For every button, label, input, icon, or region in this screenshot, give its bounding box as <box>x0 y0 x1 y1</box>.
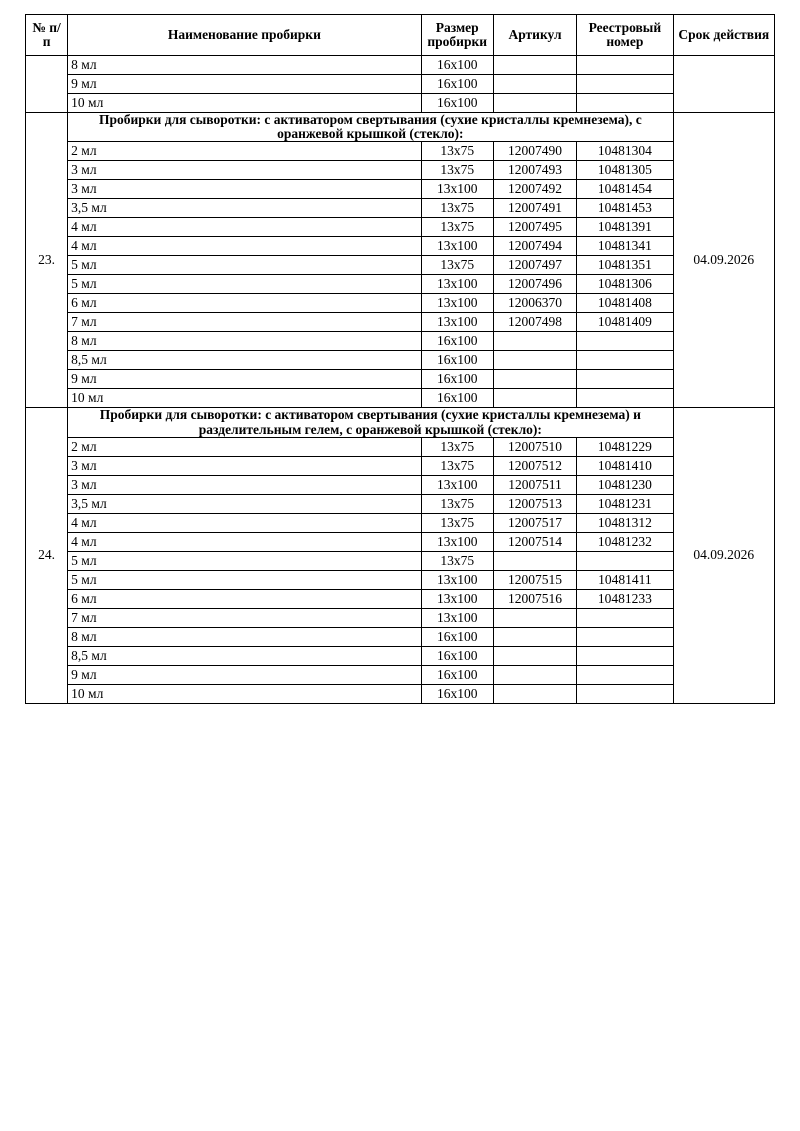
row-registry: 10481454 <box>577 180 673 199</box>
table-row <box>26 456 775 475</box>
row-tube-size: 16x100 <box>421 94 493 113</box>
row-article <box>493 389 576 408</box>
row-registry: 10481305 <box>577 161 673 180</box>
row-registry <box>577 94 673 113</box>
table-row <box>26 180 775 199</box>
row-registry <box>577 370 673 389</box>
col-number: № п/п <box>26 15 68 56</box>
row-number <box>26 56 68 113</box>
table-row <box>26 608 775 627</box>
table-row <box>26 332 775 351</box>
row-tube-name: 9 мл <box>68 370 421 389</box>
row-registry <box>577 608 673 627</box>
row-registry <box>577 389 673 408</box>
row-tube-size: 16x100 <box>421 370 493 389</box>
row-registry <box>577 351 673 370</box>
row-registry: 10481408 <box>577 294 673 313</box>
row-tube-name: 10 мл <box>68 684 421 703</box>
row-article: 12007513 <box>493 494 576 513</box>
row-tube-size: 16x100 <box>421 665 493 684</box>
row-registry: 10481453 <box>577 199 673 218</box>
row-tube-size: 13x75 <box>421 256 493 275</box>
row-tube-size: 16x100 <box>421 627 493 646</box>
row-tube-size: 16x100 <box>421 332 493 351</box>
table-row <box>26 551 775 570</box>
row-tube-size: 13x75 <box>421 551 493 570</box>
row-article <box>493 684 576 703</box>
row-tube-name: 2 мл <box>68 437 421 456</box>
group-header-row <box>26 113 775 142</box>
row-tube-name: 3 мл <box>68 456 421 475</box>
table-row <box>26 627 775 646</box>
row-registry: 10481312 <box>577 513 673 532</box>
row-article <box>493 351 576 370</box>
row-tube-size: 13x75 <box>421 513 493 532</box>
table-head <box>26 15 775 56</box>
table-row <box>26 142 775 161</box>
row-tube-size: 13x100 <box>421 570 493 589</box>
row-registry: 10481232 <box>577 532 673 551</box>
row-registry: 10481229 <box>577 437 673 456</box>
row-tube-name: 5 мл <box>68 275 421 294</box>
row-tube-name: 9 мл <box>68 665 421 684</box>
group-number: 24. <box>26 408 68 703</box>
table-row <box>26 275 775 294</box>
row-tube-size: 13x75 <box>421 218 493 237</box>
table-row <box>26 494 775 513</box>
group-number: 23. <box>26 113 68 408</box>
row-article: 12007494 <box>493 237 576 256</box>
row-tube-name: 6 мл <box>68 589 421 608</box>
table-body <box>26 56 775 704</box>
table-row <box>26 313 775 332</box>
row-article: 12007511 <box>493 475 576 494</box>
row-article: 12007493 <box>493 161 576 180</box>
row-article: 12006370 <box>493 294 576 313</box>
row-article <box>493 627 576 646</box>
row-registry: 10481351 <box>577 256 673 275</box>
row-tube-name: 4 мл <box>68 237 421 256</box>
table-row <box>26 570 775 589</box>
row-validity <box>673 56 774 113</box>
row-article <box>493 370 576 389</box>
row-tube-name: 3 мл <box>68 161 421 180</box>
row-tube-name: 4 мл <box>68 218 421 237</box>
row-tube-size: 16x100 <box>421 56 493 75</box>
row-tube-name: 3 мл <box>68 475 421 494</box>
table-row <box>26 256 775 275</box>
row-tube-name: 4 мл <box>68 532 421 551</box>
row-tube-size: 13x100 <box>421 589 493 608</box>
table-row <box>26 646 775 665</box>
table-header-row <box>26 15 775 56</box>
row-article: 12007514 <box>493 532 576 551</box>
row-tube-size: 16x100 <box>421 646 493 665</box>
row-tube-size: 13x100 <box>421 532 493 551</box>
table-row <box>26 218 775 237</box>
row-tube-size: 16x100 <box>421 389 493 408</box>
row-tube-name: 8,5 мл <box>68 646 421 665</box>
row-registry: 10481411 <box>577 570 673 589</box>
col-registry: Реестровый номер <box>577 15 673 56</box>
table-row <box>26 665 775 684</box>
table-row <box>26 56 775 75</box>
row-article <box>493 646 576 665</box>
row-tube-name: 6 мл <box>68 294 421 313</box>
table-row <box>26 389 775 408</box>
row-tube-name: 7 мл <box>68 313 421 332</box>
table-row <box>26 75 775 94</box>
table-row <box>26 94 775 113</box>
row-tube-name: 8 мл <box>68 627 421 646</box>
row-tube-name: 10 мл <box>68 389 421 408</box>
row-article: 12007492 <box>493 180 576 199</box>
row-article <box>493 75 576 94</box>
table-row <box>26 532 775 551</box>
row-registry <box>577 684 673 703</box>
row-article: 12007495 <box>493 218 576 237</box>
row-tube-size: 13x100 <box>421 180 493 199</box>
col-article: Артикул <box>493 15 576 56</box>
row-tube-size: 16x100 <box>421 684 493 703</box>
row-tube-name: 3,5 мл <box>68 494 421 513</box>
tube-catalog-table <box>25 14 775 704</box>
row-registry: 10481306 <box>577 275 673 294</box>
row-tube-name: 10 мл <box>68 94 421 113</box>
row-article: 12007512 <box>493 456 576 475</box>
row-article <box>493 94 576 113</box>
table-row <box>26 475 775 494</box>
table-row <box>26 199 775 218</box>
row-tube-size: 13x100 <box>421 275 493 294</box>
row-registry <box>577 332 673 351</box>
table-row <box>26 437 775 456</box>
row-tube-size: 13x75 <box>421 456 493 475</box>
row-article: 12007517 <box>493 513 576 532</box>
row-article: 12007491 <box>493 199 576 218</box>
row-registry: 10481230 <box>577 475 673 494</box>
row-tube-size: 13x75 <box>421 437 493 456</box>
group-validity: 04.09.2026 <box>673 408 774 703</box>
row-tube-name: 3 мл <box>68 180 421 199</box>
row-registry: 10481409 <box>577 313 673 332</box>
row-tube-name: 8 мл <box>68 332 421 351</box>
group-header-row <box>26 408 775 437</box>
row-registry: 10481391 <box>577 218 673 237</box>
row-registry: 10481233 <box>577 589 673 608</box>
row-registry <box>577 646 673 665</box>
table-row <box>26 589 775 608</box>
row-tube-name: 5 мл <box>68 570 421 589</box>
row-tube-name: 7 мл <box>68 608 421 627</box>
row-article: 12007498 <box>493 313 576 332</box>
row-article <box>493 665 576 684</box>
table-row <box>26 294 775 313</box>
row-tube-size: 13x75 <box>421 142 493 161</box>
row-tube-name: 8 мл <box>68 56 421 75</box>
col-size: Размер пробирки <box>421 15 493 56</box>
row-article: 12007516 <box>493 589 576 608</box>
row-registry: 10481341 <box>577 237 673 256</box>
row-tube-name: 5 мл <box>68 551 421 570</box>
group-validity: 04.09.2026 <box>673 113 774 408</box>
row-registry <box>577 56 673 75</box>
row-tube-name: 3,5 мл <box>68 199 421 218</box>
row-tube-size: 16x100 <box>421 351 493 370</box>
row-registry <box>577 627 673 646</box>
row-tube-size: 13x75 <box>421 494 493 513</box>
row-registry: 10481410 <box>577 456 673 475</box>
row-registry: 10481304 <box>577 142 673 161</box>
row-tube-name: 8,5 мл <box>68 351 421 370</box>
row-tube-name: 2 мл <box>68 142 421 161</box>
row-tube-size: 13x100 <box>421 294 493 313</box>
row-tube-name: 9 мл <box>68 75 421 94</box>
row-tube-size: 13x75 <box>421 199 493 218</box>
table-row <box>26 684 775 703</box>
row-registry <box>577 665 673 684</box>
row-article: 12007515 <box>493 570 576 589</box>
row-tube-size: 13x100 <box>421 608 493 627</box>
row-registry <box>577 75 673 94</box>
table-row <box>26 161 775 180</box>
row-registry <box>577 551 673 570</box>
row-tube-name: 4 мл <box>68 513 421 532</box>
row-article <box>493 608 576 627</box>
row-tube-size: 13x100 <box>421 475 493 494</box>
row-article: 12007496 <box>493 275 576 294</box>
row-tube-size: 13x75 <box>421 161 493 180</box>
row-article <box>493 332 576 351</box>
group-title: Пробирки для сыворотки: с активатором свертывания (сухие кристаллы кремнезема) и разделительным гелем, с оранжевой крышкой (стекло): <box>68 408 673 437</box>
group-title: Пробирки для сыворотки: с активатором свертывания (сухие кристаллы кремнезема), с оранжевой крышкой (стекло): <box>68 113 673 142</box>
col-validity: Срок действия <box>673 15 774 56</box>
row-tube-size: 16x100 <box>421 75 493 94</box>
row-article: 12007510 <box>493 437 576 456</box>
table-row <box>26 370 775 389</box>
row-article: 12007490 <box>493 142 576 161</box>
row-registry: 10481231 <box>577 494 673 513</box>
col-name: Наименование пробирки <box>68 15 421 56</box>
table-row <box>26 237 775 256</box>
row-article <box>493 551 576 570</box>
row-article: 12007497 <box>493 256 576 275</box>
table-row <box>26 513 775 532</box>
row-tube-name: 5 мл <box>68 256 421 275</box>
row-tube-size: 13x100 <box>421 237 493 256</box>
row-tube-size: 13x100 <box>421 313 493 332</box>
row-article <box>493 56 576 75</box>
table-row <box>26 351 775 370</box>
